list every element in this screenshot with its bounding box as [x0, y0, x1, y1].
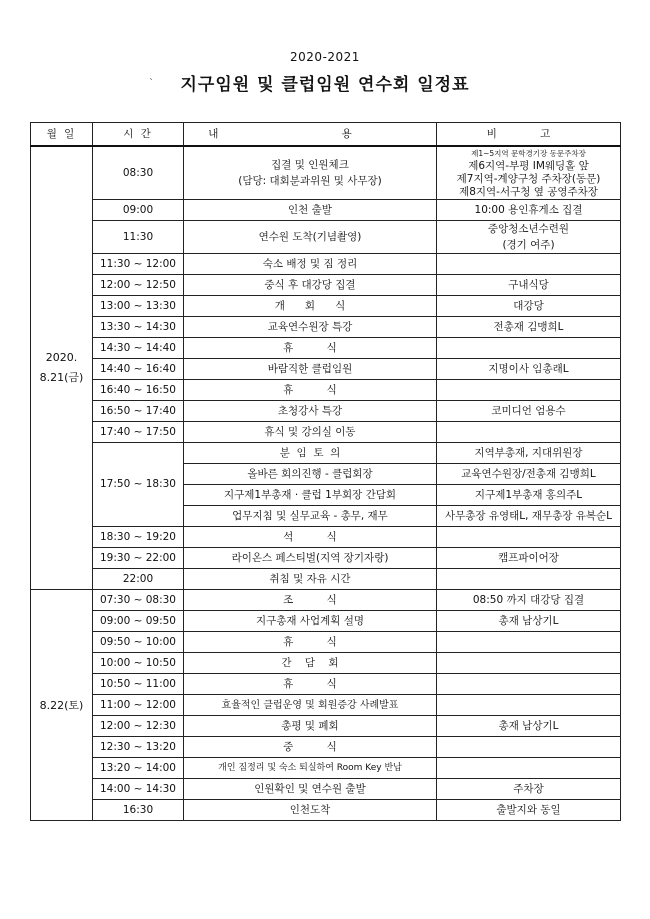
table-row — [31, 632, 621, 653]
time-cell: 18:30 ~ 19:20 — [93, 527, 184, 548]
content-cell: 지구제1부총재 · 클럽 1부회장 간담회 — [184, 485, 437, 506]
note-cell: 캠프파이어장 — [437, 548, 621, 569]
time-cell: 19:30 ~ 22:00 — [93, 548, 184, 569]
content-cell: 휴 식 — [184, 380, 437, 401]
time-cell: 17:50 ~ 18:30 — [93, 443, 184, 527]
note-cell — [437, 380, 621, 401]
table-row — [31, 221, 621, 254]
content-cell: 라이온스 페스티벌(지역 장기자랑) — [184, 548, 437, 569]
note-cell — [437, 737, 621, 758]
note-cell: 출발지와 동일 — [437, 800, 621, 821]
content-cell: 휴 식 — [184, 674, 437, 695]
note-cell: 구내식당 — [437, 275, 621, 296]
table-row — [31, 548, 621, 569]
table-row — [31, 590, 621, 611]
table-header-row — [31, 123, 621, 147]
table-row — [31, 296, 621, 317]
table-row — [31, 737, 621, 758]
content-cell: 연수원 도착(기념촬영) — [184, 221, 437, 254]
content-cell: 올바른 회의진행 - 클럽회장 — [184, 464, 437, 485]
note-cell: 지명이사 임총래L — [437, 359, 621, 380]
table-row — [31, 569, 621, 590]
note-cell — [437, 254, 621, 275]
note-cell — [437, 695, 621, 716]
stray-mark: ` — [149, 78, 154, 89]
time-cell: 12:00 ~ 12:50 — [93, 275, 184, 296]
col-header-content: 내 용 — [184, 123, 437, 147]
time-cell: 11:30 ~ 12:00 — [93, 254, 184, 275]
date-cell-day1: 2020. 8.21(금) — [31, 146, 93, 590]
schedule-table — [30, 122, 621, 821]
time-cell: 12:30 ~ 13:20 — [93, 737, 184, 758]
content-cell: 휴 식 — [184, 632, 437, 653]
time-cell: 14:40 ~ 16:40 — [93, 359, 184, 380]
content-cell: 휴 식 — [184, 338, 437, 359]
content-cell: 중식 후 대강당 집결 — [184, 275, 437, 296]
content-cell: 지구총재 사업계획 설명 — [184, 611, 437, 632]
content-cell: 중 식 — [184, 737, 437, 758]
time-cell: 09:50 ~ 10:00 — [93, 632, 184, 653]
table-row — [31, 401, 621, 422]
content-cell: 석 식 — [184, 527, 437, 548]
table-row — [31, 254, 621, 275]
content-cell: 교육연수원장 특강 — [184, 317, 437, 338]
content-cell: 숙소 배정 및 짐 정리 — [184, 254, 437, 275]
table-row — [31, 275, 621, 296]
note-cell: 중앙청소년수련원 (경기 여주) — [437, 221, 621, 254]
col-header-time: 시 간 — [93, 123, 184, 147]
time-cell: 09:00 — [93, 200, 184, 221]
note-cell — [437, 758, 621, 779]
note-cell: 사무총장 유영태L, 재무총장 유복순L — [437, 506, 621, 527]
table-row — [31, 674, 621, 695]
note-cell — [437, 527, 621, 548]
note-cell: 총재 남상기L — [437, 611, 621, 632]
note-cell — [437, 422, 621, 443]
table-row — [31, 716, 621, 737]
note-cell — [437, 674, 621, 695]
doc-year: 2020-2021 — [290, 50, 360, 64]
date-cell-day2: 8.22(토) — [31, 590, 93, 821]
table-row — [31, 422, 621, 443]
time-cell: 10:00 ~ 10:50 — [93, 653, 184, 674]
time-cell: 13:20 ~ 14:00 — [93, 758, 184, 779]
time-cell: 14:00 ~ 14:30 — [93, 779, 184, 800]
content-cell: 총평 및 폐회 — [184, 716, 437, 737]
table-row — [31, 800, 621, 821]
table-row — [31, 338, 621, 359]
time-cell: 16:30 — [93, 800, 184, 821]
table-row — [31, 200, 621, 221]
time-cell: 11:00 ~ 12:00 — [93, 695, 184, 716]
time-cell: 08:30 — [93, 146, 184, 200]
time-cell: 13:30 ~ 14:30 — [93, 317, 184, 338]
note-cell — [437, 338, 621, 359]
table-row — [31, 443, 621, 464]
time-cell: 13:00 ~ 13:30 — [93, 296, 184, 317]
col-header-date: 월 일 — [31, 123, 93, 147]
note-cell: 코미디언 엄용수 — [437, 401, 621, 422]
col-header-note: 비 고 — [437, 123, 621, 147]
content-cell: 집결 및 인원체크 (담당: 대회분과위원 및 사무장) — [184, 146, 437, 200]
table-row — [31, 653, 621, 674]
content-cell: 바람직한 클럽임원 — [184, 359, 437, 380]
note-cell — [437, 569, 621, 590]
content-cell: 취침 및 자유 시간 — [184, 569, 437, 590]
content-cell: 분 임 토 의 — [184, 443, 437, 464]
note-cell: 지구제1부총재 홍의주L — [437, 485, 621, 506]
content-cell: 업무지침 및 실무교육 - 총무, 재무 — [184, 506, 437, 527]
time-cell: 16:40 ~ 16:50 — [93, 380, 184, 401]
content-cell: 조 식 — [184, 590, 437, 611]
note-cell — [437, 653, 621, 674]
table-row — [31, 695, 621, 716]
doc-title: 지구임원 및 클럽임원 연수회 일정표 — [180, 75, 470, 95]
note-cell: 교육연수원장/전총재 김맹희L — [437, 464, 621, 485]
note-cell — [437, 632, 621, 653]
table-row — [31, 380, 621, 401]
note-cell: 총재 남상기L — [437, 716, 621, 737]
content-cell: 인원확인 및 연수원 출발 — [184, 779, 437, 800]
note-cell: 전총재 김맹희L — [437, 317, 621, 338]
table-row — [31, 359, 621, 380]
content-cell: 간 담 회 — [184, 653, 437, 674]
content-cell: 개인 짐정리 및 숙소 퇴실하여 Room Key 반납 — [184, 758, 437, 779]
note-cell: 지역부총재, 지대위원장 — [437, 443, 621, 464]
table-row — [31, 527, 621, 548]
time-cell: 09:00 ~ 09:50 — [93, 611, 184, 632]
time-cell: 11:30 — [93, 221, 184, 254]
content-cell: 초청강사 특강 — [184, 401, 437, 422]
time-cell: 16:50 ~ 17:40 — [93, 401, 184, 422]
note-cell: 10:00 용인휴게소 집결 — [437, 200, 621, 221]
time-cell: 14:30 ~ 14:40 — [93, 338, 184, 359]
time-cell: 12:00 ~ 12:30 — [93, 716, 184, 737]
content-cell: 휴식 및 강의실 이동 — [184, 422, 437, 443]
table-row — [31, 611, 621, 632]
note-cell: 08:50 까지 대강당 집결 — [437, 590, 621, 611]
content-cell: 개 회 식 — [184, 296, 437, 317]
note-cell: 대강당 — [437, 296, 621, 317]
content-cell: 인천도착 — [184, 800, 437, 821]
time-cell: 22:00 — [93, 569, 184, 590]
note-cell: 제1~5지역 문학경기장 동문주차장 제6지역-부평 IM웨딩홀 앞 제7지역-계양구청 주차장(동문) 제8지역-서구청 옆 공영주차장 — [437, 146, 621, 200]
time-cell: 07:30 ~ 08:30 — [93, 590, 184, 611]
content-cell: 인천 출발 — [184, 200, 437, 221]
time-cell: 10:50 ~ 11:00 — [93, 674, 184, 695]
table-row — [31, 758, 621, 779]
content-cell: 효율적인 클럽운영 및 회원증강 사례발표 — [184, 695, 437, 716]
table-row — [31, 317, 621, 338]
table-row — [31, 779, 621, 800]
note-cell: 주차장 — [437, 779, 621, 800]
table-row — [31, 146, 621, 200]
time-cell: 17:40 ~ 17:50 — [93, 422, 184, 443]
